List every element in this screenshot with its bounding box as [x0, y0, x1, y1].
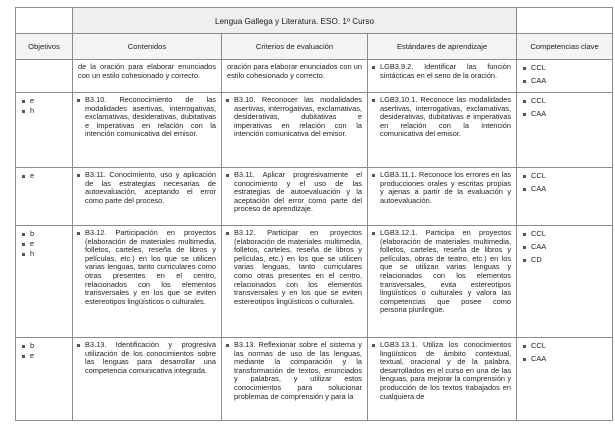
- competencia-item: CCL: [521, 171, 608, 181]
- competencias-list: [517, 93, 612, 125]
- objetivos-list: [16, 168, 72, 184]
- title-blank-cell: [517, 8, 613, 34]
- contenidos-cell: [73, 226, 222, 338]
- estandares-cell: [368, 226, 517, 338]
- column-header-contenidos: Contenidos: [73, 34, 222, 60]
- estandares-cell-text: LGB3.9.2. Identificar las función sintácticas en el seno de la oración.: [368, 60, 516, 83]
- competencia-item: CCL: [521, 63, 608, 73]
- criterios-cell-text: oración para elaborar enunciados con un estilo cohesionado y correcto.: [227, 62, 362, 80]
- criterios-cell-text: B3.10. Reconocer las modalidades asertivas, interrogativas, exclamativas, desiderativas, dubitativas e imperativas en relación con la intención comunicativa del emisor.: [222, 93, 367, 142]
- competencia-item: CAA: [521, 76, 608, 86]
- table-row: [16, 168, 613, 226]
- contenidos-cell: [73, 93, 222, 168]
- estandares-cell: [368, 60, 517, 93]
- competencia-item: CAA: [521, 184, 608, 194]
- curriculum-table: [15, 7, 613, 421]
- contenidos-cell-text: B3.10. Reconocimiento de las modalidades asertivas, interrogativas, exclamativas, desiderativas, dubitativas e imperativas en relación con la intención comunicativa del emisor.: [73, 93, 221, 142]
- criterios-cell: [222, 60, 368, 93]
- objetivo-item: h: [20, 106, 68, 116]
- column-header-row: [16, 34, 613, 60]
- column-header-objetivos: Objetivos: [16, 34, 73, 60]
- competencia-item: CCL: [521, 341, 608, 351]
- table-title-row: [16, 8, 613, 34]
- objetivo-item: e: [20, 239, 68, 249]
- criterios-cell: [222, 338, 368, 421]
- objetivo-item: e: [20, 96, 68, 106]
- estandares-cell-text: LGB3.10.1. Reconoce las modalidades asertivas, interrogativas, exclamativas, desiderativas, dubitativas e imperativas en relación con la intención comunicativa del emisor.: [368, 93, 516, 142]
- title-blank-cell: [16, 8, 73, 34]
- estandares-cell: [368, 93, 517, 168]
- objetivos-list: [16, 338, 72, 364]
- objetivo-item: h: [20, 249, 68, 259]
- criterios-cell-text: B3.12. Participar en proyectos (elaboración de materiales multimedia, folletos, carteles, reseña de libros y películas, etc.) en los que se utilicen varias lenguas, tanto curriculares como otras presentes en el centro, relacionados con los elementos transversales y en los que se eviten estereotipos lingüísticos o culturales.: [222, 226, 367, 309]
- competencias-list: [517, 226, 612, 271]
- competencia-item: CCL: [521, 96, 608, 106]
- column-header-competencias: Competencias clave: [517, 34, 613, 60]
- competencias-cell: [517, 168, 613, 226]
- objetivos-list: [16, 60, 72, 66]
- objetivos-cell: [16, 226, 73, 338]
- competencias-cell: [517, 338, 613, 421]
- contenidos-cell: [73, 168, 222, 226]
- table-row: [16, 93, 613, 168]
- column-header-estandares: Estándares de aprendizaje: [368, 34, 517, 60]
- contenidos-cell: [73, 338, 222, 421]
- contenidos-cell-text: B3.12. Participación en proyectos (elaboración de materiales multimedia, folletos, carteles, reseña de libros y películas, etc.) en los que se utilicen varias lenguas, tanto curriculares como otras presentes en el centro, relacionados con los elementos transversales y en los que se eviten estereotipos lingüísticos o culturales.: [73, 226, 221, 309]
- objetivo-item: b: [20, 341, 68, 351]
- table-row: [16, 338, 613, 421]
- contenidos-cell-text: B3.13. Identificación y progresiva utilización de los conocimientos sobre las lenguas para desarrollar una competencia comunicativa integrada.: [73, 338, 221, 378]
- criterios-cell-text: B3.11. Aplicar progresivamente el conocimiento y el uso de las estrategias de autoevaluación y la aceptación del error como parte del proceso de aprendizaje.: [222, 168, 367, 217]
- objetivo-item: e: [20, 351, 68, 361]
- estandares-cell-text: LGB3.11.1. Reconoce los errores en las producciones orales y escritas propias y ajenas a partir de la evaluación y autoevaluación.: [368, 168, 516, 208]
- estandares-cell: [368, 168, 517, 226]
- criterios-cell-text: B3.13. Reflexionar sobre el sistema y las normas de uso de las lenguas, mediante la comparación y la transformación de textos, enunciados y palabras, y utilizar estos conocimientos para solucionar problemas de comprensión y para la: [222, 338, 367, 404]
- competencia-item: CAA: [521, 242, 608, 252]
- contenidos-cell-text: de la oración para elaborar enunciados con un estilo cohesionado y correcto.: [78, 62, 216, 80]
- objetivos-cell: [16, 60, 73, 93]
- objetivos-cell: [16, 93, 73, 168]
- table-title: Lengua Gallega y Literatura. ESO. 1º Curso: [73, 8, 517, 34]
- contenidos-cell: [73, 60, 222, 93]
- competencia-item: CD: [521, 255, 608, 265]
- objetivos-cell: [16, 338, 73, 421]
- criterios-cell: [222, 93, 368, 168]
- objetivos-list: [16, 226, 72, 262]
- competencias-cell: [517, 93, 613, 168]
- competencia-item: CAA: [521, 354, 608, 364]
- criterios-cell: [222, 168, 368, 226]
- objetivo-item: e: [20, 171, 68, 181]
- competencias-list: [517, 168, 612, 200]
- competencias-cell: [517, 226, 613, 338]
- column-header-criterios: Criterios de evaluación: [222, 34, 368, 60]
- estandares-cell-text: LGB3.12.1. Participa en proyectos (elaboración de materiales multimedia, folletos, carteles, reseña de libros y películas, obras de teatro, etc.) en los que se utilizan varias lenguas y relacionados con los elementos transversales, evita estereotipos lingüísticos o culturales y valora las competencias que posee como persona plurilingüe.: [368, 226, 516, 318]
- competencias-list: [517, 60, 612, 92]
- contenidos-cell-text: B3.11. Conocimiento, uso y aplicación de las estrategias necesarias de autoevaluación, aceptando el error como parte del proceso.: [73, 168, 221, 208]
- table-row: [16, 60, 613, 93]
- estandares-cell: [368, 338, 517, 421]
- table-row: [16, 226, 613, 338]
- objetivo-item: b: [20, 229, 68, 239]
- objetivos-cell: [16, 168, 73, 226]
- objetivos-list: [16, 93, 72, 119]
- competencia-item: CAA: [521, 109, 608, 119]
- competencia-item: CCL: [521, 229, 608, 239]
- estandares-cell-text: LGB3.13.1. Utiliza los conocimientos lingüísticos de ámbito contextual, textual, oracional y de la palabra, desarrollados en el curso en una de las lenguas, para mejorar la comprensión y producción de los textos trabajados en cualquiera de: [368, 338, 516, 404]
- competencias-list: [517, 338, 612, 370]
- criterios-cell: [222, 226, 368, 338]
- competencias-cell: [517, 60, 613, 93]
